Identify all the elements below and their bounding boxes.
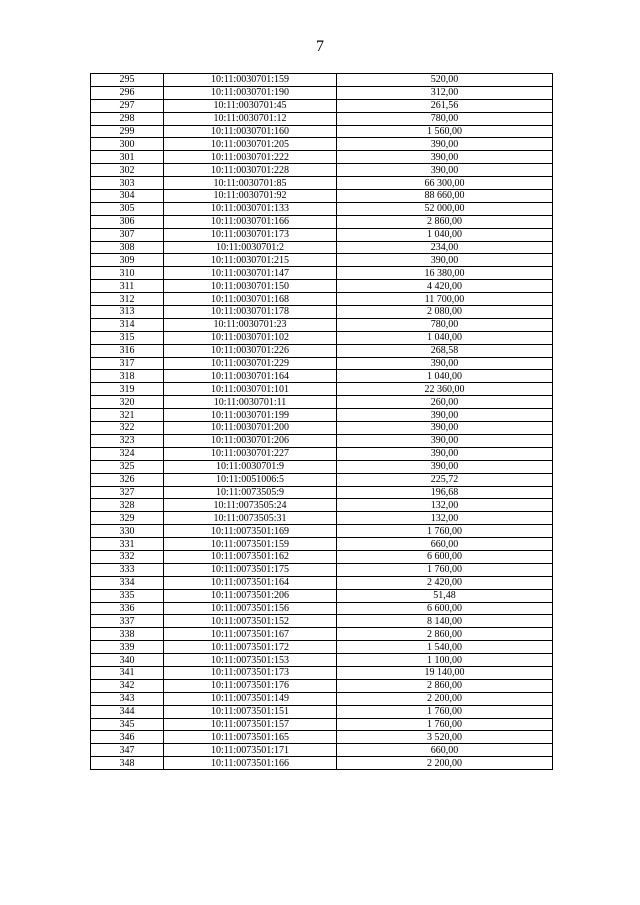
value-cell: 1 560,00 — [337, 125, 553, 138]
row-number-cell: 313 — [91, 306, 164, 319]
value-cell: 51,48 — [337, 589, 553, 602]
value-cell: 52 000,00 — [337, 202, 553, 215]
value-cell: 312,00 — [337, 86, 553, 99]
table-row — [91, 164, 553, 177]
table-row — [91, 550, 553, 563]
table-row — [91, 190, 553, 203]
value-cell: 520,00 — [337, 74, 553, 87]
value-cell: 234,00 — [337, 241, 553, 254]
value-cell: 660,00 — [337, 538, 553, 551]
row-number-cell: 316 — [91, 344, 164, 357]
cadastral-number-cell: 10:11:0073501:159 — [164, 538, 337, 551]
cadastral-number-cell: 10:11:0030701:133 — [164, 202, 337, 215]
cadastral-number-cell: 10:11:0030701:205 — [164, 138, 337, 151]
cadastral-number-cell: 10:11:0073501:171 — [164, 744, 337, 757]
cadastral-number-cell: 10:11:0030701:9 — [164, 460, 337, 473]
row-number-cell: 324 — [91, 447, 164, 460]
cadastral-number-cell: 10:11:0073505:9 — [164, 486, 337, 499]
table-row — [91, 318, 553, 331]
value-cell: 2 860,00 — [337, 628, 553, 641]
row-number-cell: 328 — [91, 499, 164, 512]
value-cell: 1 040,00 — [337, 331, 553, 344]
value-cell: 1 760,00 — [337, 525, 553, 538]
row-number-cell: 320 — [91, 396, 164, 409]
table-row — [91, 267, 553, 280]
value-cell: 66 300,00 — [337, 177, 553, 190]
cadastral-table — [90, 73, 553, 770]
cadastral-number-cell: 10:11:0030701:92 — [164, 190, 337, 203]
cadastral-number-cell: 10:11:0073501:162 — [164, 550, 337, 563]
value-cell: 390,00 — [337, 138, 553, 151]
row-number-cell: 344 — [91, 705, 164, 718]
row-number-cell: 338 — [91, 628, 164, 641]
table-row — [91, 615, 553, 628]
value-cell: 3 520,00 — [337, 731, 553, 744]
value-cell: 1 760,00 — [337, 563, 553, 576]
table-row — [91, 744, 553, 757]
table-row — [91, 666, 553, 679]
cadastral-number-cell: 10:11:0030701:199 — [164, 409, 337, 422]
value-cell: 225,72 — [337, 473, 553, 486]
cadastral-number-cell: 10:11:0073501:176 — [164, 679, 337, 692]
value-cell: 19 140,00 — [337, 666, 553, 679]
row-number-cell: 299 — [91, 125, 164, 138]
cadastral-number-cell: 10:11:0030701:159 — [164, 74, 337, 87]
value-cell: 22 360,00 — [337, 383, 553, 396]
cadastral-number-cell: 10:11:0073505:24 — [164, 499, 337, 512]
table-row — [91, 589, 553, 602]
table-row — [91, 473, 553, 486]
value-cell: 2 420,00 — [337, 576, 553, 589]
table-row — [91, 86, 553, 99]
table-row — [91, 177, 553, 190]
cadastral-number-cell: 10:11:0073501:175 — [164, 563, 337, 576]
row-number-cell: 298 — [91, 112, 164, 125]
table-row — [91, 151, 553, 164]
row-number-cell: 340 — [91, 654, 164, 667]
value-cell: 260,00 — [337, 396, 553, 409]
table-row — [91, 486, 553, 499]
row-number-cell: 310 — [91, 267, 164, 280]
cadastral-number-cell: 10:11:0030701:226 — [164, 344, 337, 357]
cadastral-number-cell: 10:11:0030701:215 — [164, 254, 337, 267]
value-cell: 132,00 — [337, 512, 553, 525]
row-number-cell: 309 — [91, 254, 164, 267]
row-number-cell: 295 — [91, 74, 164, 87]
value-cell: 196,68 — [337, 486, 553, 499]
row-number-cell: 308 — [91, 241, 164, 254]
value-cell: 2 200,00 — [337, 757, 553, 770]
cadastral-number-cell: 10:11:0030701:101 — [164, 383, 337, 396]
value-cell: 2 860,00 — [337, 215, 553, 228]
cadastral-number-cell: 10:11:0030701:102 — [164, 331, 337, 344]
table-row — [91, 499, 553, 512]
cadastral-number-cell: 10:11:0073505:31 — [164, 512, 337, 525]
value-cell: 390,00 — [337, 460, 553, 473]
row-number-cell: 323 — [91, 434, 164, 447]
cadastral-number-cell: 10:11:0030701:166 — [164, 215, 337, 228]
table-row — [91, 370, 553, 383]
row-number-cell: 307 — [91, 228, 164, 241]
row-number-cell: 337 — [91, 615, 164, 628]
table-row — [91, 679, 553, 692]
row-number-cell: 311 — [91, 280, 164, 293]
row-number-cell: 322 — [91, 422, 164, 435]
table-row — [91, 434, 553, 447]
table-row — [91, 306, 553, 319]
table-row — [91, 409, 553, 422]
table-row — [91, 718, 553, 731]
cadastral-number-cell: 10:11:0030701:11 — [164, 396, 337, 409]
cadastral-number-cell: 10:11:0030701:23 — [164, 318, 337, 331]
table-row — [91, 576, 553, 589]
value-cell: 88 660,00 — [337, 190, 553, 203]
table-row — [91, 254, 553, 267]
cadastral-number-cell: 10:11:0030701:190 — [164, 86, 337, 99]
value-cell: 1 760,00 — [337, 705, 553, 718]
cadastral-number-cell: 10:11:0073501:149 — [164, 692, 337, 705]
cadastral-number-cell: 10:11:0030701:206 — [164, 434, 337, 447]
value-cell: 2 080,00 — [337, 306, 553, 319]
table-row — [91, 344, 553, 357]
value-cell: 390,00 — [337, 357, 553, 370]
row-number-cell: 325 — [91, 460, 164, 473]
value-cell: 4 420,00 — [337, 280, 553, 293]
cadastral-number-cell: 10:11:0030701:12 — [164, 112, 337, 125]
cadastral-number-cell: 10:11:0030701:160 — [164, 125, 337, 138]
value-cell: 1 040,00 — [337, 370, 553, 383]
cadastral-number-cell: 10:11:0030701:173 — [164, 228, 337, 241]
value-cell: 132,00 — [337, 499, 553, 512]
table-row — [91, 215, 553, 228]
table-row — [91, 202, 553, 215]
table-row — [91, 396, 553, 409]
value-cell: 660,00 — [337, 744, 553, 757]
row-number-cell: 346 — [91, 731, 164, 744]
row-number-cell: 296 — [91, 86, 164, 99]
table-row — [91, 112, 553, 125]
table-row — [91, 525, 553, 538]
row-number-cell: 343 — [91, 692, 164, 705]
table-row — [91, 628, 553, 641]
row-number-cell: 330 — [91, 525, 164, 538]
cadastral-number-cell: 10:11:0030701:229 — [164, 357, 337, 370]
table-row — [91, 241, 553, 254]
cadastral-number-cell: 10:11:0073501:153 — [164, 654, 337, 667]
cadastral-number-cell: 10:11:0030701:164 — [164, 370, 337, 383]
table-row — [91, 705, 553, 718]
row-number-cell: 335 — [91, 589, 164, 602]
value-cell: 16 380,00 — [337, 267, 553, 280]
cadastral-number-cell: 10:11:0073501:206 — [164, 589, 337, 602]
cadastral-number-cell: 10:11:0030701:150 — [164, 280, 337, 293]
cadastral-number-cell: 10:11:0030701:227 — [164, 447, 337, 460]
table-row — [91, 602, 553, 615]
cadastral-number-cell: 10:11:0030701:228 — [164, 164, 337, 177]
row-number-cell: 339 — [91, 641, 164, 654]
table-row — [91, 293, 553, 306]
row-number-cell: 314 — [91, 318, 164, 331]
value-cell: 6 600,00 — [337, 602, 553, 615]
table-row — [91, 331, 553, 344]
table-row — [91, 460, 553, 473]
row-number-cell: 345 — [91, 718, 164, 731]
row-number-cell: 342 — [91, 679, 164, 692]
value-cell: 390,00 — [337, 151, 553, 164]
page-number: 7 — [316, 38, 324, 55]
cadastral-number-cell: 10:11:0030701:2 — [164, 241, 337, 254]
cadastral-number-cell: 10:11:0073501:169 — [164, 525, 337, 538]
row-number-cell: 304 — [91, 190, 164, 203]
row-number-cell: 327 — [91, 486, 164, 499]
row-number-cell: 312 — [91, 293, 164, 306]
value-cell: 390,00 — [337, 164, 553, 177]
table-row — [91, 125, 553, 138]
value-cell: 1 100,00 — [337, 654, 553, 667]
table-row — [91, 74, 553, 87]
row-number-cell: 331 — [91, 538, 164, 551]
value-cell: 390,00 — [337, 254, 553, 267]
cadastral-number-cell: 10:11:0073501:166 — [164, 757, 337, 770]
row-number-cell: 301 — [91, 151, 164, 164]
table-row — [91, 641, 553, 654]
row-number-cell: 315 — [91, 331, 164, 344]
row-number-cell: 321 — [91, 409, 164, 422]
cadastral-number-cell: 10:11:0030701:147 — [164, 267, 337, 280]
table-row — [91, 228, 553, 241]
row-number-cell: 317 — [91, 357, 164, 370]
cadastral-number-cell: 10:11:0073501:173 — [164, 666, 337, 679]
value-cell: 2 860,00 — [337, 679, 553, 692]
row-number-cell: 305 — [91, 202, 164, 215]
row-number-cell: 319 — [91, 383, 164, 396]
row-number-cell: 306 — [91, 215, 164, 228]
table-row — [91, 563, 553, 576]
row-number-cell: 297 — [91, 99, 164, 112]
row-number-cell: 348 — [91, 757, 164, 770]
table-row — [91, 512, 553, 525]
value-cell: 390,00 — [337, 434, 553, 447]
value-cell: 1 040,00 — [337, 228, 553, 241]
row-number-cell: 332 — [91, 550, 164, 563]
table-body — [91, 74, 553, 770]
value-cell: 780,00 — [337, 112, 553, 125]
value-cell: 268,58 — [337, 344, 553, 357]
cadastral-number-cell: 10:11:0030701:45 — [164, 99, 337, 112]
row-number-cell: 347 — [91, 744, 164, 757]
table-row — [91, 138, 553, 151]
cadastral-number-cell: 10:11:0073501:157 — [164, 718, 337, 731]
value-cell: 11 700,00 — [337, 293, 553, 306]
cadastral-number-cell: 10:11:0073501:152 — [164, 615, 337, 628]
cadastral-number-cell: 10:11:0030701:178 — [164, 306, 337, 319]
table-row — [91, 757, 553, 770]
row-number-cell: 326 — [91, 473, 164, 486]
table-row — [91, 654, 553, 667]
value-cell: 1 760,00 — [337, 718, 553, 731]
value-cell: 390,00 — [337, 409, 553, 422]
row-number-cell: 336 — [91, 602, 164, 615]
cadastral-number-cell: 10:11:0073501:156 — [164, 602, 337, 615]
cadastral-number-cell: 10:11:0030701:85 — [164, 177, 337, 190]
table-row — [91, 731, 553, 744]
value-cell: 780,00 — [337, 318, 553, 331]
table-row — [91, 692, 553, 705]
table-row — [91, 447, 553, 460]
value-cell: 2 200,00 — [337, 692, 553, 705]
row-number-cell: 329 — [91, 512, 164, 525]
row-number-cell: 300 — [91, 138, 164, 151]
row-number-cell: 318 — [91, 370, 164, 383]
table-row — [91, 99, 553, 112]
table-row — [91, 357, 553, 370]
value-cell: 390,00 — [337, 447, 553, 460]
value-cell: 390,00 — [337, 422, 553, 435]
row-number-cell: 333 — [91, 563, 164, 576]
row-number-cell: 341 — [91, 666, 164, 679]
cadastral-number-cell: 10:11:0073501:151 — [164, 705, 337, 718]
row-number-cell: 303 — [91, 177, 164, 190]
value-cell: 8 140,00 — [337, 615, 553, 628]
cadastral-number-cell: 10:11:0073501:172 — [164, 641, 337, 654]
table-row — [91, 422, 553, 435]
table-row — [91, 280, 553, 293]
table-row — [91, 538, 553, 551]
cadastral-number-cell: 10:11:0073501:164 — [164, 576, 337, 589]
value-cell: 1 540,00 — [337, 641, 553, 654]
value-cell: 6 600,00 — [337, 550, 553, 563]
table-row — [91, 383, 553, 396]
row-number-cell: 334 — [91, 576, 164, 589]
cadastral-number-cell: 10:11:0073501:167 — [164, 628, 337, 641]
cadastral-number-cell: 10:11:0030701:200 — [164, 422, 337, 435]
value-cell: 261,56 — [337, 99, 553, 112]
cadastral-number-cell: 10:11:0051006:5 — [164, 473, 337, 486]
cadastral-number-cell: 10:11:0073501:165 — [164, 731, 337, 744]
row-number-cell: 302 — [91, 164, 164, 177]
cadastral-number-cell: 10:11:0030701:222 — [164, 151, 337, 164]
cadastral-number-cell: 10:11:0030701:168 — [164, 293, 337, 306]
